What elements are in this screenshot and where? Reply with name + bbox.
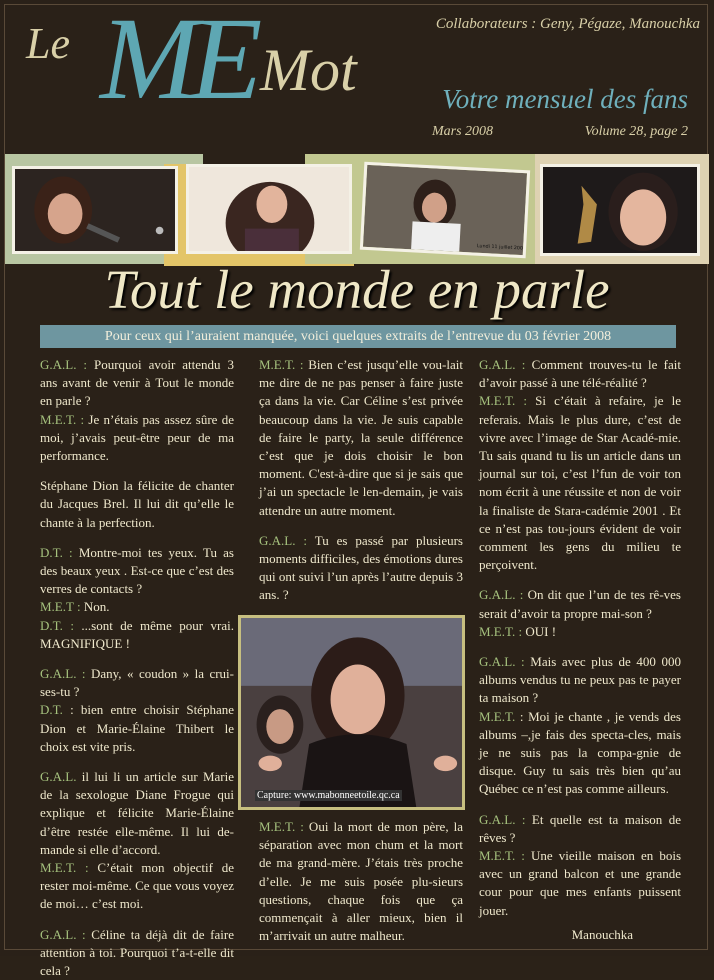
masthead-me-logo: ME [100, 0, 255, 124]
speaker-tag: M.E.T : [40, 599, 81, 615]
article-paragraph [259, 818, 463, 945]
author-signature: Manouchka [571, 926, 633, 942]
speaker-tag: G.A.L. : [479, 587, 524, 603]
article-paragraph [40, 598, 234, 616]
paragraph-text: Pourquoi avoir attendu 3 ans avant de venir à Tout le monde en parle ? [40, 357, 234, 409]
paragraph-text: OUI ! [522, 623, 557, 639]
paragraph-text: ...sont de même pour vrai. MAGNIFIQUE ! [40, 617, 234, 651]
article-paragraph [259, 532, 463, 605]
article-paragraph [479, 811, 681, 847]
speaker-tag: G.A.L. : [479, 811, 526, 827]
issue-volume: Volume 28, page 2 [584, 124, 688, 139]
paragraph-text: Mais avec plus de 400 000 albums vendus tu ne peux pas te payer ta maison ? [479, 654, 681, 706]
speaker-tag: D.T. : [40, 544, 73, 560]
paragraph-text: Stéphane Dion la félicite de chanter du Jacques Brel. Il lui dit qu’elle le chante à la perfection. [40, 478, 234, 530]
article-column-2-top [259, 356, 463, 605]
photo-award [540, 164, 700, 256]
article-paragraph [479, 356, 681, 392]
collaborators-line: Collaborateurs : Geny, Pégaze, Manouchka [435, 16, 700, 32]
issue-date: Mars 2008 [432, 124, 494, 139]
paragraph-text: : bien entre choisir Stéphane Dion et Marie-Élaine Thibert le choix est vite pris. [40, 702, 234, 754]
article-paragraph [40, 477, 234, 532]
speaker-tag: D.T. [40, 702, 63, 718]
paragraph-text: Et quelle est ta maison de rêves ? [479, 811, 681, 845]
article-paragraph [40, 701, 234, 756]
paragraph-text: Une vieille maison en bois avec un grand balcon et une grande cour pour que mes enfants puissent jouer. [479, 848, 682, 918]
article-paragraph [479, 653, 681, 708]
photo-tv-show [360, 162, 530, 259]
article-paragraph [40, 768, 234, 859]
paragraph-text: Oui la mort de mon père, la séparation avec mon chum et la mort de ma grand-mère. J’étais très proche d’elle. Je me suis posée plu-sieurs questions, chaque fois que ça commençait à aller mieux, bien il m’arrivait un autre malheur. [259, 819, 463, 944]
article-paragraph [40, 926, 234, 980]
paragraph-text: Comment trouves-tu le fait d’avoir passé à une télé-réalité ? [479, 357, 681, 391]
center-photo [238, 615, 465, 810]
speaker-tag: M.E.T. [479, 708, 516, 724]
photo-stamp: Lundi 11 juillet 2005 [476, 244, 527, 252]
paragraph-text: Si c’était à refaire, je le referais. Mais le plus dure, c’est de vivre avec l’image de Star Acadé-mie. Tu sais quand tu lis un article dans un journal sur toi, c’est l’fun de voir ton nom écrit à une réussite et non de voir la finaliste de Stara-cadémie 2001 . Et ce n’est pas tou-jours évident de voir comment les gens du milieu te perçoivent. [479, 393, 682, 573]
article-paragraph [259, 356, 463, 520]
article-paragraph [479, 708, 681, 799]
paragraph-text: Bien c’est jusqu’elle vou-lait me dire de ne pas penser à faire juste ça dans la vie. Car Céline s’est privée beaucoup dans la vie. Je suis capable de faire le party, la seule différence c’est que je dois choisir le bon moment. C'est-à-dire que si je sais que j’ai un spectacle le len-demain, je vais attendre un autre moment. [259, 357, 463, 518]
speaker-tag: G.A.L. [40, 769, 77, 785]
paragraph-text: Montre-moi tes yeux. Tu as des beaux yeux . Est-ce que c’est des verres de contacts ? [40, 544, 234, 597]
article-paragraph [479, 623, 681, 641]
speaker-tag: M.E.T. : [479, 848, 525, 864]
speaker-tag: M.E.T. : [40, 860, 89, 876]
speaker-tag: M.E.T. : [40, 411, 85, 427]
article-column-3 [479, 356, 681, 956]
speaker-tag: M.E.T. : [479, 623, 523, 639]
speaker-tag: G.A.L. : [479, 357, 526, 372]
speaker-tag: G.A.L. : [40, 926, 86, 942]
article-paragraph [40, 544, 234, 599]
paragraph-text: C’était mon objectif de rester moi-même. Ce que vous voyez de moi… c’est moi. [40, 860, 234, 912]
speaker-tag: M.E.T. : [259, 357, 304, 372]
speaker-tag: G.A.L. : [40, 666, 86, 682]
intro-bar: Pour ceux qui l’auraient manquée, voici quelques extraits de l’entrevue du 03 février 2008 [40, 325, 676, 348]
speaker-tag: M.E.T. : [479, 393, 528, 409]
speaker-tag: G.A.L. : [259, 532, 308, 548]
article-paragraph [40, 411, 234, 466]
tagline: Votre mensuel des fans [442, 84, 688, 114]
article-paragraph [40, 859, 234, 914]
article-paragraph [40, 665, 234, 701]
paragraph-text: Je n’étais pas assez sûre de moi, j’avais peut-être peur de ma performance. [40, 411, 234, 464]
paragraph-text: Tu es passé par plusieurs moments difficiles, des émotions dures qui ont suivi l’un après l’autre depuis 3 ans. ? [259, 532, 463, 603]
speaker-tag: G.A.L. : [479, 654, 525, 670]
paragraph-text: On dit que l’un de tes rê-ves serait d’avoir ta propre mai-son ? [479, 587, 681, 621]
speaker-tag: G.A.L. : [40, 357, 88, 372]
article-column-1 [40, 356, 234, 980]
speaker-tag: D.T. : [40, 617, 74, 633]
photo-caption: Capture: www.mabonneetoile.qc.ca [257, 790, 400, 801]
article-paragraph [479, 586, 681, 622]
paragraph-text: Dany, « coudon » la crui-ses-tu ? [40, 666, 234, 700]
photo-portrait [186, 164, 352, 254]
photo-singing [12, 166, 178, 254]
speaker-tag: M.E.T. : [259, 819, 304, 834]
paragraph-text: : Moi je chante , je vends des albums –,je fais des specta-cles, mais je ne suis pas la compa-gnie de disque. Guy tu sais très bien qu’au Québec ce n’est pas comme ailleurs. [479, 708, 681, 797]
article-paragraph [479, 847, 681, 920]
masthead-mot: Mot [260, 37, 357, 103]
paragraph-text: Céline ta déjà dit de faire attention à toi. Pourquoi t’a-t-elle dit cela ? [40, 926, 234, 979]
article-paragraph [40, 617, 234, 653]
headline: Tout le monde en parle [104, 259, 610, 320]
paragraph-text: il lui li un article sur Marie de la sexologue Diane Frogue qui explique et félicite Marie-Élaine d’être restée elle-même. Il lui de-mande si elle d’accord. [40, 769, 234, 857]
paragraph-text: Non. [80, 599, 110, 615]
masthead-le: Le [26, 19, 70, 68]
article-paragraph [40, 356, 234, 411]
article-column-2-bottom [259, 818, 463, 945]
article-paragraph [479, 392, 681, 574]
